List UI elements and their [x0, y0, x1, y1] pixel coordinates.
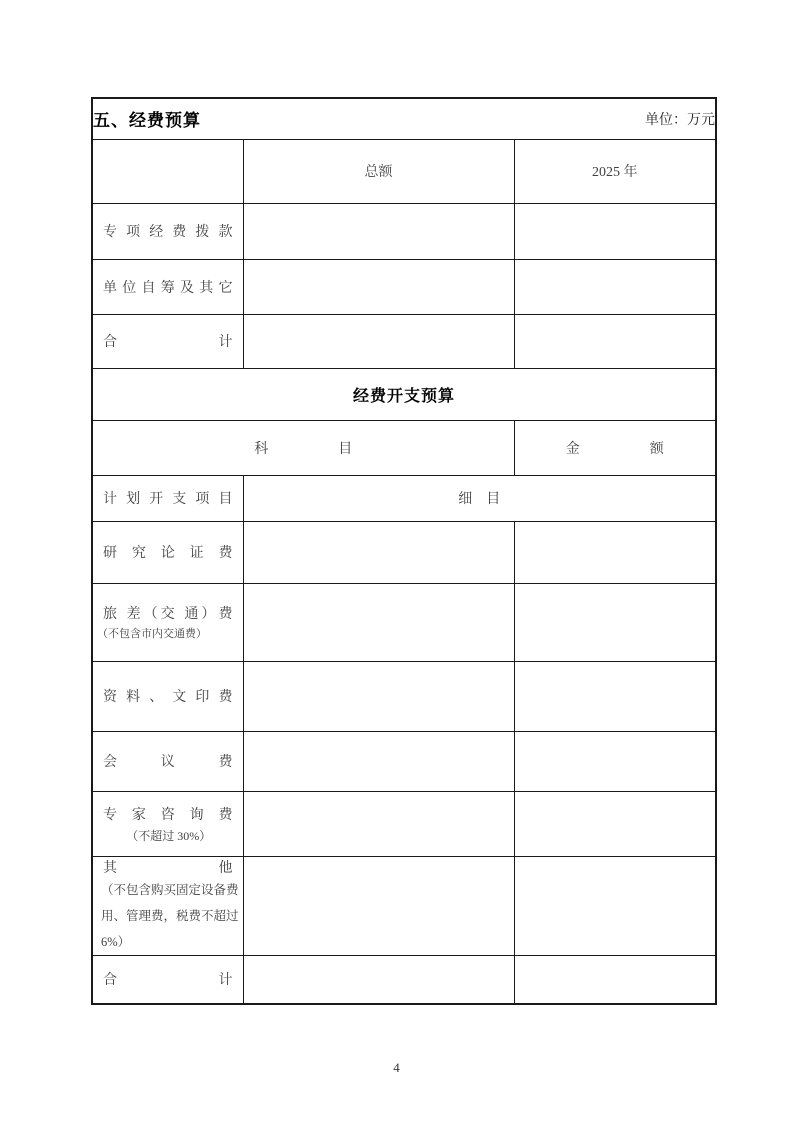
research-fee-amount-cell[interactable] [514, 521, 716, 583]
other-label: 其 他 [103, 860, 233, 876]
row-label-expense-total [92, 955, 243, 1004]
other-amount-cell[interactable] [514, 856, 716, 955]
section-title: 五、经费预算 [93, 111, 201, 131]
detail-header-cell: 细 目 [243, 475, 716, 521]
row-label-travel-fee [92, 583, 243, 661]
other-detail-cell[interactable] [243, 856, 514, 955]
expense-section-title: 经费开支预算 [352, 387, 455, 405]
summary-total-label: 合 计 [103, 335, 233, 350]
expert-fee-amount-cell[interactable] [514, 791, 716, 856]
row-label-expert-fee [92, 791, 243, 856]
special-fund-total-cell[interactable] [243, 203, 514, 259]
planned-items-label: 计 划 开 支 项 目 [103, 492, 233, 507]
expense-total-detail-cell[interactable] [243, 955, 514, 1004]
research-fee-detail-cell[interactable] [243, 521, 514, 583]
conference-fee-detail-cell[interactable] [243, 731, 514, 791]
materials-fee-label: 资 料 、 文 印 费 [103, 690, 233, 705]
self-raised-label: 单 位 自 筹 及 其 它 [103, 280, 233, 296]
special-fund-label: 专 项 经 费 拨 款 [103, 225, 233, 240]
travel-fee-detail-cell[interactable] [243, 583, 514, 661]
row-label-conference-fee [92, 731, 243, 791]
subject-header-cell: 科 目 [92, 420, 514, 475]
materials-fee-detail-cell[interactable] [243, 661, 514, 731]
unit-label: 单位：万元 [645, 112, 715, 128]
row-label-research-fee [92, 521, 243, 583]
budget-table [91, 97, 717, 1005]
travel-fee-amount-cell[interactable] [514, 583, 716, 661]
expense-total-amount-cell[interactable] [514, 955, 716, 1004]
row-label-special-fund [92, 203, 243, 259]
row-label-summary-total [92, 314, 243, 368]
summary-year-header: 2025 年 [514, 139, 716, 203]
summary-total-year-cell[interactable] [514, 314, 716, 368]
travel-fee-label: 旅 差（交 通）费 [103, 607, 233, 622]
summary-total-header: 总额 [243, 139, 514, 203]
amount-header-cell: 金 额 [514, 420, 716, 475]
expert-fee-note: （不超过 30%） [126, 828, 212, 843]
self-raised-total-cell[interactable] [243, 259, 514, 314]
row-label-other [92, 856, 243, 955]
row-label-self-raised [92, 259, 243, 314]
expense-header-row [92, 368, 716, 420]
summary-corner-cell [92, 139, 243, 203]
summary-total-amount-cell[interactable] [243, 314, 514, 368]
planned-items-header-cell [92, 475, 243, 521]
conference-fee-label: 会 议 费 [103, 755, 233, 770]
travel-fee-note: （不包含市内交通费） [97, 628, 207, 640]
special-fund-year-cell[interactable] [514, 203, 716, 259]
expert-fee-label: 专 家 咨 询 费 [103, 807, 233, 823]
research-fee-label: 研 究 论 证 费 [103, 546, 233, 561]
title-row [92, 98, 716, 139]
row-label-materials-fee [92, 661, 243, 731]
page-number: 4 [393, 1060, 400, 1075]
materials-fee-amount-cell[interactable] [514, 661, 716, 731]
self-raised-year-cell[interactable] [514, 259, 716, 314]
other-note: （不包含购买固定设备费用、管理费，税费不超过 6%） [101, 882, 239, 949]
conference-fee-amount-cell[interactable] [514, 731, 716, 791]
expert-fee-detail-cell[interactable] [243, 791, 514, 856]
expense-total-label: 合 计 [103, 973, 233, 989]
